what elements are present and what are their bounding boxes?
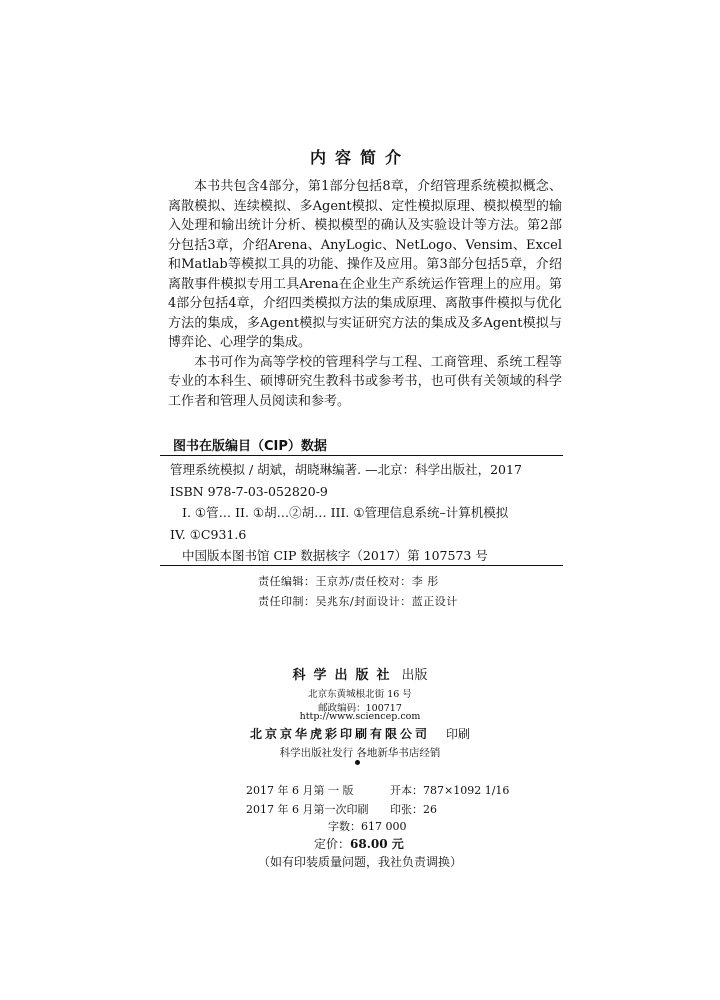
summary-title: 内容简介 <box>309 148 410 167</box>
edition-info: 2017 年 6 月第 一 版 <box>246 784 354 797</box>
summary-paragraph-1: 本书共包含4部分，第1部分包括8章，介绍管理系统模拟概念、离散模拟、连续模拟、多Agent模拟、定性模拟原理、模拟模型的输入处理和输出统计分析、模拟模型的确认及实验设计等方法。第2部分包括3章，介绍Arena、AnyLogic、NetLogo、Vensim、Excel和Matlab等模拟工具的功能、操作及应用。第3部分包括5章，介绍离散事件模拟专用工具Arena在企业生产系统运作管理上的应用。第4部分包括4章，介绍四类模拟方法的集成原理、离散事件模拟与优化方法的集成，多Agent模拟与实证研究方法的集成及多Agent模拟与博弈论、心理学的集成。 <box>168 179 562 350</box>
cip-heading: 图书在版编目（CIP）数据 <box>173 439 327 454</box>
publisher-postcode: 邮政编码：100717 <box>318 703 402 714</box>
printer-name: 北京京华虎彩印刷有限公司 <box>249 727 430 741</box>
printer-line <box>0 725 720 742</box>
format-info: 开本：787×1092 1/16 <box>390 784 510 797</box>
summary-body <box>168 177 562 411</box>
publisher-line <box>0 664 720 683</box>
printing-info: 2017 年 6 月第一次印刷 <box>246 803 369 816</box>
summary-paragraph-2: 本书可作为高等学校的管理科学与工程、工商管理、系统工程等专业的本科生、硕博研究生教科书或参考书，也可供有关领域的科学工作者和管理人员阅读和参考。 <box>168 354 562 409</box>
publisher-name: 科学出版社 <box>292 668 398 683</box>
price-label: 定价： <box>314 837 351 851</box>
cip-bottom-rule <box>160 565 563 566</box>
price-line <box>314 835 404 852</box>
publisher-address: 北京东黄城根北街 16 号 <box>308 689 412 700</box>
publisher-url: http://www.sciencep.com <box>299 711 421 722</box>
publisher-action: 出版 <box>401 668 428 683</box>
sheets-info: 印张：26 <box>390 803 437 816</box>
cip-isbn-line: ISBN 978-7-03-052820-9 <box>170 483 328 499</box>
separator-dot <box>355 760 360 765</box>
cip-record <box>170 459 522 567</box>
editor-credits: 责任编辑：王京苏/责任校对：李 彤 <box>258 575 439 588</box>
cip-class-number-line: IV. ①C931.6 <box>170 526 247 542</box>
production-credits: 责任印制：吴兆东/封面设计：蓝正设计 <box>258 595 458 608</box>
cip-record-number-line: 中国版本图书馆 CIP 数据核字（2017）第 107573 号 <box>182 548 488 563</box>
quality-note: （如有印装质量问题，我社负责调换） <box>257 855 462 869</box>
cip-classification-line: I. ①管… II. ①胡…②胡… III. ①管理信息系统–计算机模拟 <box>182 505 509 520</box>
price-value: 68.00 元 <box>350 837 404 851</box>
cip-title-line: 管理系统模拟 / 胡斌，胡晓琳编著. —北京：科学出版社，2017 <box>170 462 522 477</box>
cip-top-rule <box>160 455 563 456</box>
printer-action: 印刷 <box>446 727 471 741</box>
word-count: 字数：617 000 <box>328 820 407 833</box>
distribution-line: 科学出版社发行 各地新华书店经销 <box>279 747 441 759</box>
